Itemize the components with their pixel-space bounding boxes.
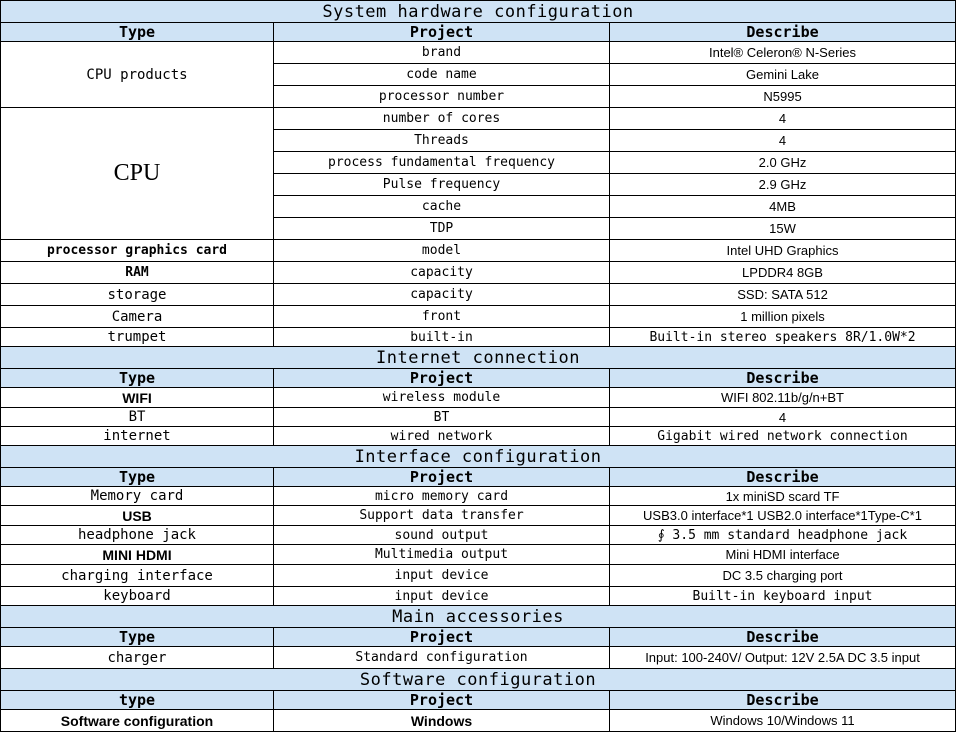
project-bt: BT <box>274 408 610 427</box>
value-charging: DC 3.5 charging port <box>610 565 956 587</box>
value-cores: 4 <box>610 108 956 130</box>
header-row <box>1 23 956 42</box>
project-usb: Support data transfer <box>274 506 610 526</box>
header-row <box>1 691 956 710</box>
section-title-accessories: Main accessories <box>1 606 956 628</box>
section-title-system-hardware: System hardware configuration <box>1 1 956 23</box>
header-type: Type <box>1 369 274 388</box>
table-row <box>1 388 956 408</box>
type-bt: BT <box>1 408 274 427</box>
project-charger: Standard configuration <box>274 647 610 669</box>
table-row <box>1 42 956 64</box>
project-tdp: TDP <box>274 218 610 240</box>
type-cpu-products: CPU products <box>1 42 274 108</box>
project-graphics: model <box>274 240 610 262</box>
header-describe: Describe <box>610 691 956 710</box>
type-memory-card: Memory card <box>1 487 274 506</box>
table-row <box>1 284 956 306</box>
type-headphone: headphone jack <box>1 526 274 545</box>
section-row <box>1 669 956 691</box>
header-project: Project <box>274 23 610 42</box>
project-keyboard: input device <box>274 587 610 606</box>
table-row <box>1 487 956 506</box>
value-mini-hdmi: Mini HDMI interface <box>610 545 956 565</box>
value-charger: Input: 100-240V/ Output: 12V 2.5A DC 3.5 input <box>610 647 956 669</box>
value-keyboard: Built-in keyboard input <box>610 587 956 606</box>
value-software: Windows 10/Windows 11 <box>610 710 956 732</box>
value-camera: 1 million pixels <box>610 306 956 328</box>
section-row <box>1 1 956 23</box>
type-trumpet: trumpet <box>1 328 274 347</box>
project-code-name: code name <box>274 64 610 86</box>
type-mini-hdmi: MINI HDMI <box>1 545 274 565</box>
table-row <box>1 526 956 545</box>
value-headphone: ∮ 3.5 mm standard headphone jack <box>610 526 956 545</box>
value-processor-number: N5995 <box>610 86 956 108</box>
project-internet: wired network <box>274 427 610 446</box>
project-threads: Threads <box>274 130 610 152</box>
value-bt: 4 <box>610 408 956 427</box>
table-row <box>1 427 956 446</box>
type-graphics: processor graphics card <box>1 240 274 262</box>
type-charging: charging interface <box>1 565 274 587</box>
type-camera: Camera <box>1 306 274 328</box>
project-software: Windows <box>274 710 610 732</box>
project-storage: capacity <box>274 284 610 306</box>
header-type: Type <box>1 23 274 42</box>
project-cores: number of cores <box>274 108 610 130</box>
section-title-software: Software configuration <box>1 669 956 691</box>
project-ram: capacity <box>274 262 610 284</box>
header-row <box>1 468 956 487</box>
type-internet: internet <box>1 427 274 446</box>
value-pulse-frequency: 2.9 GHz <box>610 174 956 196</box>
header-row <box>1 628 956 647</box>
project-brand: brand <box>274 42 610 64</box>
table-row <box>1 506 956 526</box>
value-graphics: Intel UHD Graphics <box>610 240 956 262</box>
type-storage: storage <box>1 284 274 306</box>
section-title-interface: Interface configuration <box>1 446 956 468</box>
value-ram: LPDDR4 8GB <box>610 262 956 284</box>
value-base-frequency: 2.0 GHz <box>610 152 956 174</box>
value-code-name: Gemini Lake <box>610 64 956 86</box>
type-cpu: CPU <box>1 108 274 240</box>
project-headphone: sound output <box>274 526 610 545</box>
value-usb: USB3.0 interface*1 USB2.0 interface*1Type-C*1 <box>610 506 956 526</box>
table-row <box>1 240 956 262</box>
table-row <box>1 328 956 347</box>
value-threads: 4 <box>610 130 956 152</box>
section-row <box>1 347 956 369</box>
header-project: Project <box>274 369 610 388</box>
header-describe: Describe <box>610 23 956 42</box>
header-row <box>1 369 956 388</box>
project-cache: cache <box>274 196 610 218</box>
table-row <box>1 306 956 328</box>
project-processor-number: processor number <box>274 86 610 108</box>
project-wifi: wireless module <box>274 388 610 408</box>
type-charger: charger <box>1 647 274 669</box>
section-title-internet: Internet connection <box>1 347 956 369</box>
table-row <box>1 408 956 427</box>
project-memory-card: micro memory card <box>274 487 610 506</box>
table-row <box>1 262 956 284</box>
project-pulse-frequency: Pulse frequency <box>274 174 610 196</box>
table-row <box>1 565 956 587</box>
table-row <box>1 587 956 606</box>
project-mini-hdmi: Multimedia output <box>274 545 610 565</box>
header-describe: Describe <box>610 369 956 388</box>
value-cache: 4MB <box>610 196 956 218</box>
table-row <box>1 647 956 669</box>
type-usb: USB <box>1 506 274 526</box>
project-charging: input device <box>274 565 610 587</box>
value-memory-card: 1x miniSD scard TF <box>610 487 956 506</box>
value-storage: SSD: SATA 512 <box>610 284 956 306</box>
table-row <box>1 108 956 130</box>
header-project: Project <box>274 468 610 487</box>
header-project: Project <box>274 628 610 647</box>
header-type: Type <box>1 468 274 487</box>
header-describe: Describe <box>610 628 956 647</box>
table-row <box>1 545 956 565</box>
header-describe: Describe <box>610 468 956 487</box>
type-keyboard: keyboard <box>1 587 274 606</box>
project-camera: front <box>274 306 610 328</box>
section-row <box>1 606 956 628</box>
project-trumpet: built-in <box>274 328 610 347</box>
section-row <box>1 446 956 468</box>
header-project: Project <box>274 691 610 710</box>
value-internet: Gigabit wired network connection <box>610 427 956 446</box>
value-wifi: WIFI 802.11b/g/n+BT <box>610 388 956 408</box>
project-base-frequency: process fundamental frequency <box>274 152 610 174</box>
header-type: type <box>1 691 274 710</box>
value-trumpet: Built-in stereo speakers 8R/1.0W*2 <box>610 328 956 347</box>
value-tdp: 15W <box>610 218 956 240</box>
type-software: Software configuration <box>1 710 274 732</box>
type-ram: RAM <box>1 262 274 284</box>
type-wifi: WIFI <box>1 388 274 408</box>
value-brand: Intel® Celeron® N-Series <box>610 42 956 64</box>
table-row <box>1 710 956 732</box>
header-type: Type <box>1 628 274 647</box>
